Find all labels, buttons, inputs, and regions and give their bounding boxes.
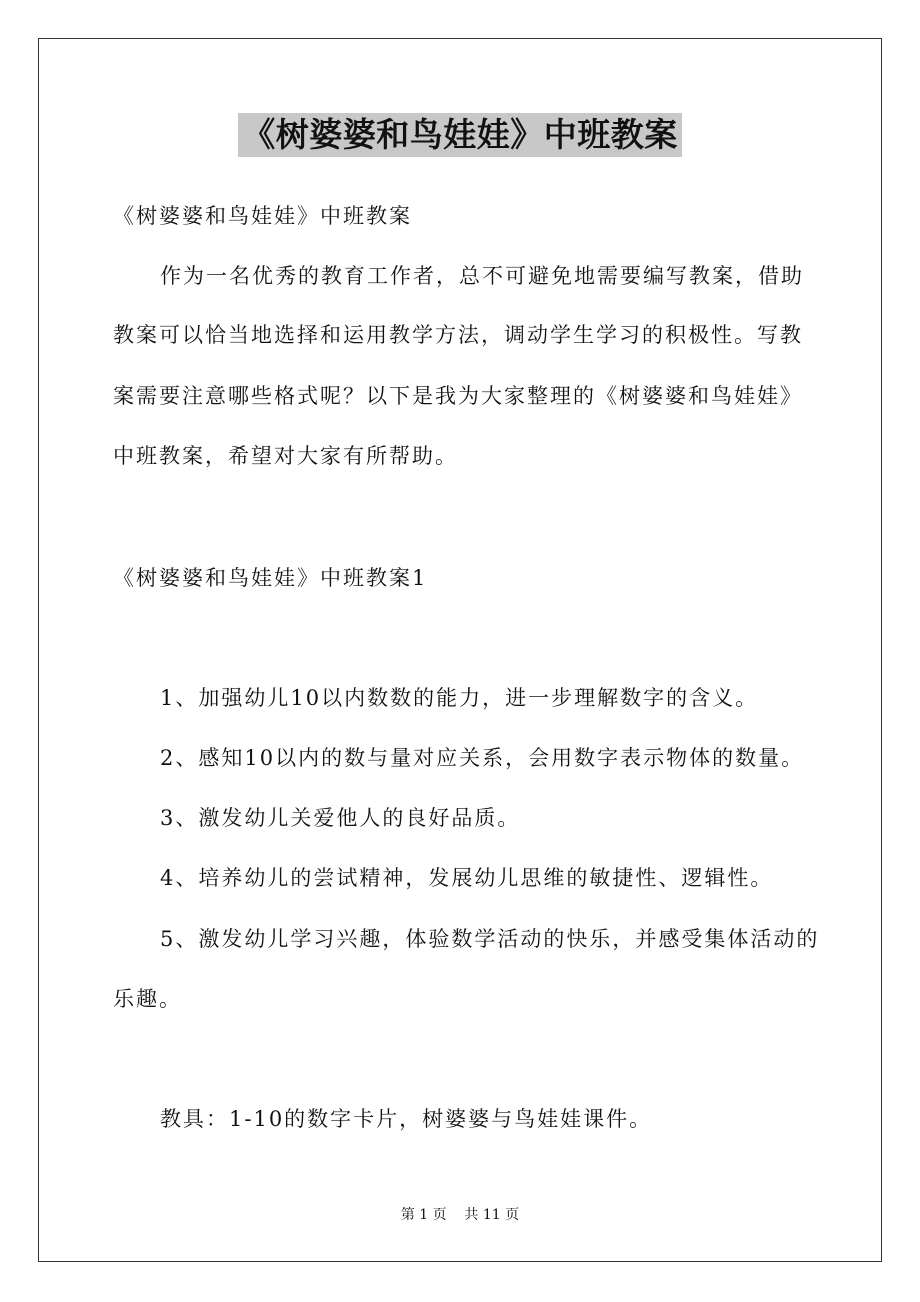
- materials-line: 教具：1-10的数字卡片，树婆婆与鸟娃娃课件。: [160, 1107, 653, 1131]
- intro-line-4: 中班教案，希望对大家有所帮助。: [113, 444, 458, 468]
- goal-item-4: 4、培养幼儿的尝试精神，发展幼儿思维的敏捷性、逻辑性。: [160, 866, 774, 890]
- document-subtitle: 《树婆婆和鸟娃娃》中班教案: [113, 204, 412, 228]
- goal-item-2: 2、感知10以内的数与量对应关系，会用数字表示物体的数量。: [160, 746, 805, 770]
- goal-item-3: 3、激发幼儿关爱他人的良好品质。: [160, 806, 521, 830]
- document-title: 《树婆婆和鸟娃娃》中班教案: [238, 113, 682, 157]
- goal-item-5: 5、激发幼儿学习兴趣，体验数学活动的快乐，并感受集体活动的: [160, 927, 820, 951]
- section-heading: 《树婆婆和鸟娃娃》中班教案1: [113, 566, 428, 590]
- intro-line-2: 教案可以恰当地选择和运用教学方法，调动学生学习的积极性。写教: [113, 323, 803, 347]
- intro-line-1: 作为一名优秀的教育工作者，总不可避免地需要编写教案，借助: [160, 264, 804, 288]
- goal-item-1: 1、加强幼儿10以内数数的能力，进一步理解数字的含义。: [160, 686, 759, 710]
- goal-item-5-continued: 乐趣。: [113, 987, 182, 1011]
- intro-line-3: 案需要注意哪些格式呢？以下是我为大家整理的《树婆婆和鸟娃娃》: [113, 384, 803, 408]
- page-number-footer: 第 1 页 共 11 页: [400, 1207, 520, 1223]
